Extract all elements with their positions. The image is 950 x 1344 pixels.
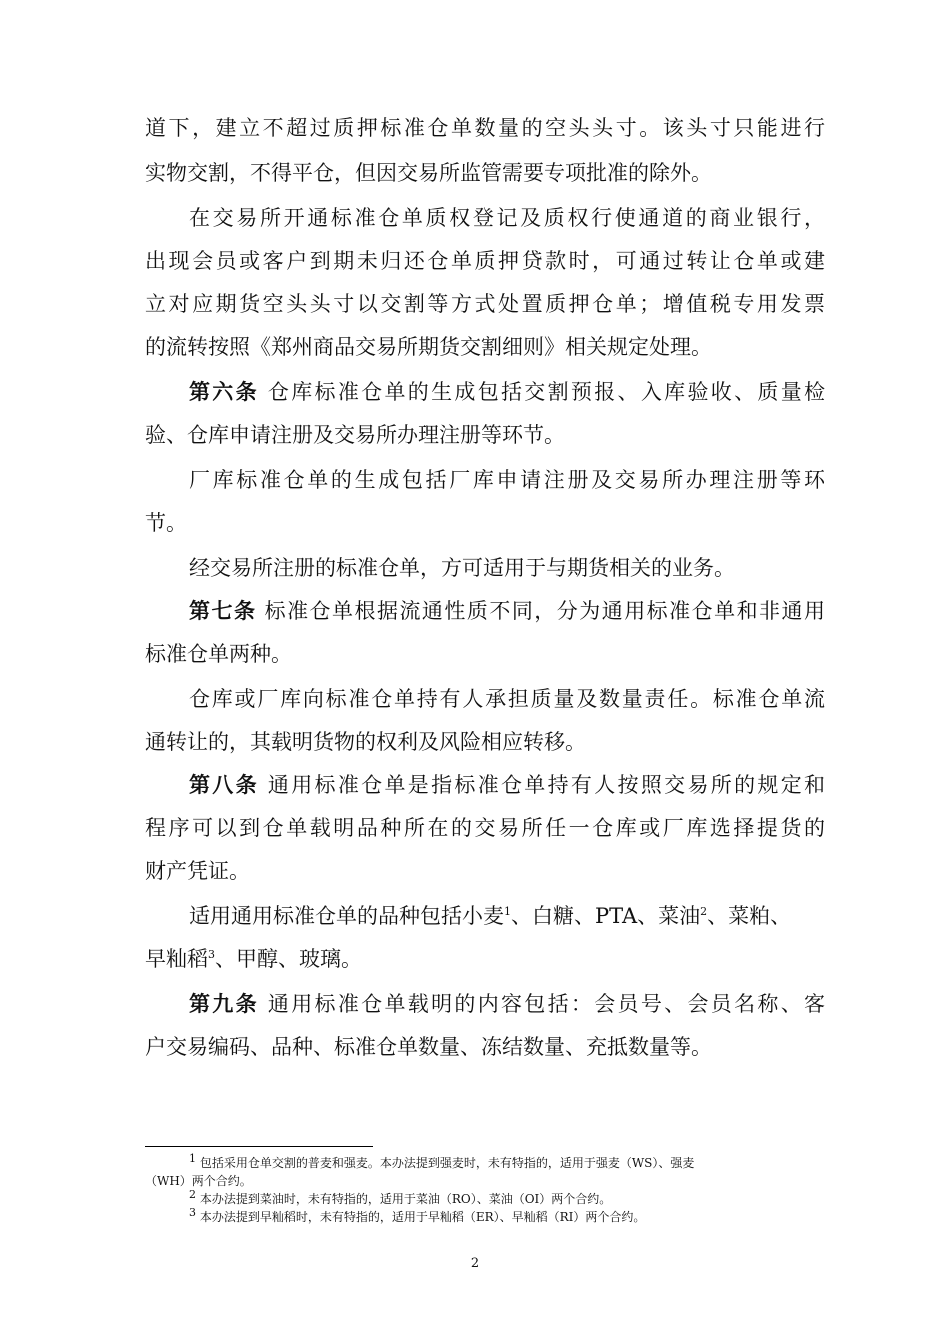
article-6: 第六条 仓库标准仓单的生成包括交割预报、入库验收、质量检 [189, 379, 825, 404]
page-number: 2 [470, 1256, 480, 1271]
body-line: 立对应期货空头头寸以交割等方式处置质押仓单；增值税专用发票 [145, 292, 825, 316]
body-line: 适用通用标准仓单的品种包括小麦$^1$、白糖、PTA、菜油$^2$、菜粕、 [189, 904, 792, 928]
body-line: 早籼稻$^3$、甲醇、玻璃。 [145, 947, 362, 971]
article-7: 第七条 标准仓单根据流通性质不同，分为通用标准仓单和非通用 [189, 598, 825, 623]
article-8-title: 第八条 [189, 772, 259, 797]
body-line: 通转让的，其载明货物的权利及风险相应转移。 [145, 730, 586, 754]
footnote-2: $^2$ 本办法提到菜油时，未有特指的，适用于菜油（RO）、菜油（OI）两个合约。 [189, 1188, 612, 1206]
footnote-divider [145, 1146, 373, 1147]
body-line: 验、仓库申请注册及交易所办理注册等环节。 [145, 423, 565, 447]
body-line: 厂库标准仓单的生成包括厂库申请注册及交易所办理注册等环 [189, 468, 825, 492]
body-line: 在交易所开通标准仓单质权登记及质权行使通道的商业银行， [189, 206, 825, 230]
article-6-title: 第六条 [189, 379, 259, 404]
body-line: 经交易所注册的标准仓单，方可适用于与期货相关的业务。 [189, 556, 735, 580]
body-line: 财产凭证。 [145, 859, 250, 883]
footnote-ref[interactable]: 3 [208, 948, 215, 961]
article-9-title: 第九条 [189, 991, 259, 1016]
article-8: 第八条 通用标准仓单是指标准仓单持有人按照交易所的规定和 [189, 772, 825, 797]
body-line: 节。 [145, 511, 187, 535]
article-7-title: 第七条 [189, 598, 257, 623]
footnote-1-cont: （WH）两个合约。 [145, 1174, 252, 1188]
body-line: 户交易编码、品种、标准仓单数量、冻结数量、充抵数量等。 [145, 1035, 712, 1059]
body-line: 出现会员或客户到期未归还仓单质押贷款时，可通过转让仓单或建 [145, 249, 825, 273]
body-line: 仓库或厂库向标准仓单持有人承担质量及数量责任。标准仓单流 [189, 687, 825, 711]
footnote-1: $^1$ 包括采用仓单交割的普麦和强麦。本办法提到强麦时，未有特指的，适用于强麦（WS）、强麦 [189, 1152, 695, 1170]
footnote-ref[interactable]: 2 [700, 905, 708, 918]
body-line: 程序可以到仓单载明品种所在的交易所任一仓库或厂库选择提货的 [145, 816, 825, 840]
body-line: 道下，建立不超过质押标准仓单数量的空头头寸。该头寸只能进行 [145, 116, 825, 140]
article-9: 第九条 通用标准仓单载明的内容包括：会员号、会员名称、客 [189, 991, 825, 1016]
footnote-ref[interactable]: 1 [504, 905, 511, 918]
body-line: 的流转按照《郑州商品交易所期货交割细则》相关规定处理。 [145, 335, 712, 359]
body-line: 实物交割，不得平仓，但因交易所监管需要专项批准的除外。 [145, 161, 712, 185]
footnote-3: $^3$ 本办法提到早籼稻时，未有特指的，适用于早籼稻（ER）、早籼稻（RI）两个合约。 [189, 1206, 646, 1224]
body-line: 标准仓单两种。 [145, 642, 292, 666]
